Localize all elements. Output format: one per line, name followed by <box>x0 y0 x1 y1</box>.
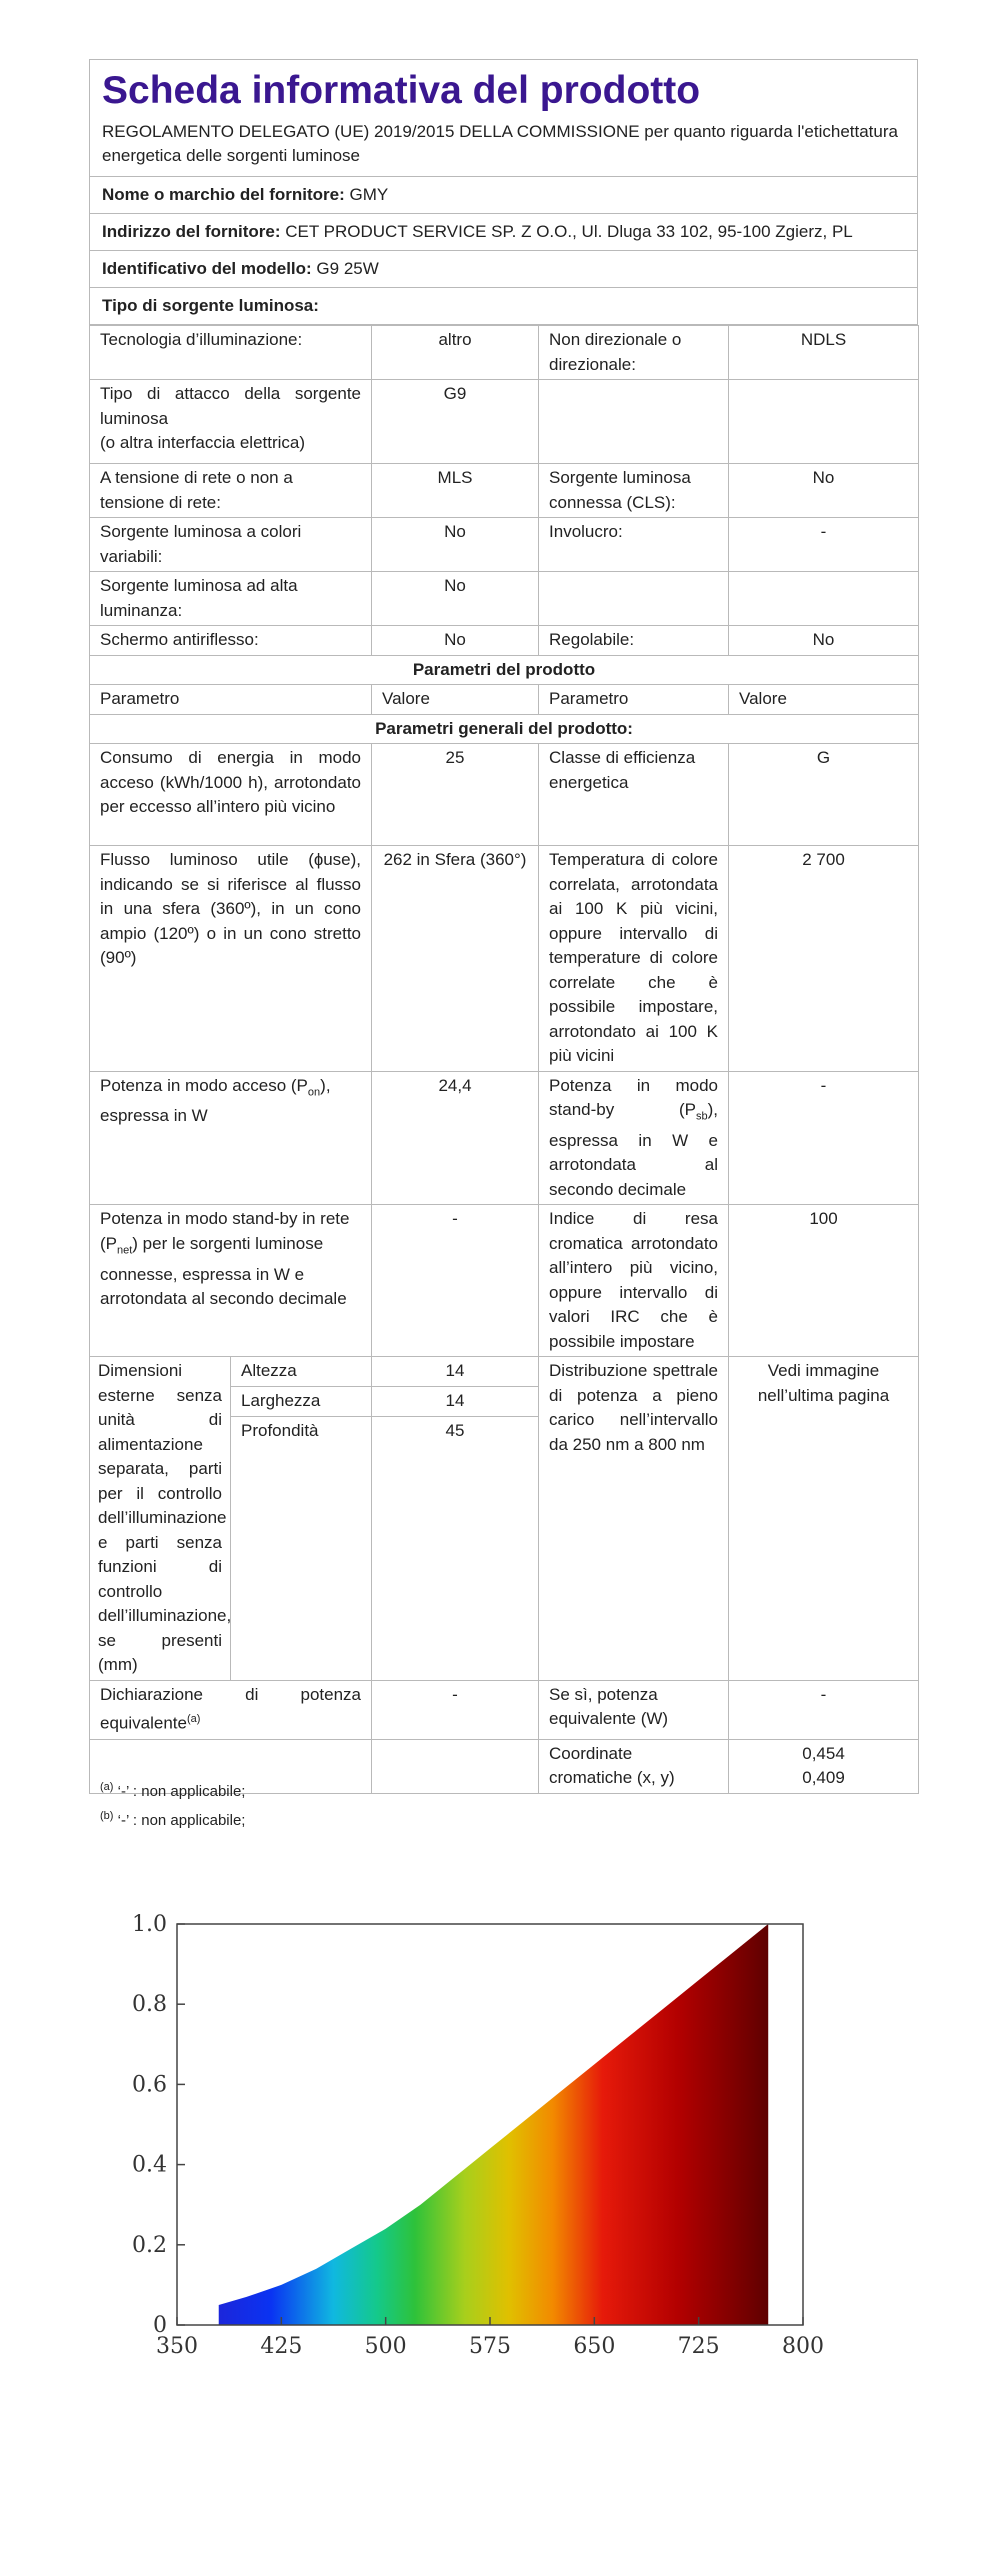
supplier-address-label: Indirizzo del fornitore: <box>102 222 281 241</box>
colour-tunable-label: Sorgente luminosa a colori variabili: <box>90 518 372 572</box>
standby-label <box>539 1071 729 1205</box>
cap-type-label <box>90 380 372 464</box>
directional-label: Non direzionale o direzionale: <box>539 326 729 380</box>
tech-value: altro <box>372 326 539 380</box>
connected-value: No <box>729 464 919 518</box>
supplier-address-value: CET PRODUCT SERVICE SP. Z O.O., Ul. Dluga 33 102, 95-100 Zgierz, PL <box>285 222 853 241</box>
table-row <box>90 626 919 656</box>
dimmable-value: No <box>729 626 919 656</box>
power-on-value: 24,4 <box>372 1071 539 1205</box>
table-row <box>90 572 919 626</box>
cap-type-label-a: Tipo di attacco della sorgente luminosa <box>100 384 362 428</box>
source-type-label: Tipo di sorgente luminosa: <box>102 296 319 315</box>
spectral-distribution-chart <box>120 1910 880 2375</box>
table-row <box>90 1357 919 1387</box>
power-on-label <box>90 1071 372 1205</box>
standby-label-b: ), espressa in W e arrotondata al secondo decimale <box>549 1100 719 1199</box>
equivalent-power-label: Se sì, potenza equivalente (W) <box>539 1680 729 1739</box>
chromaticity-x: 0,454 <box>802 1743 845 1763</box>
general-params-title: Parametri generali del prodotto: <box>90 714 919 744</box>
supplier-name-row <box>90 177 917 214</box>
footnote-a-text: ‘-’ : non applicabile; <box>117 1783 246 1800</box>
equivalent-power-value: - <box>729 1680 919 1739</box>
x-tick-label: 500 <box>364 2334 407 2359</box>
cri-value: 100 <box>729 1205 919 1357</box>
x-tick-label: 650 <box>573 2334 616 2359</box>
model-label: Identificativo del modello: <box>102 259 312 278</box>
dimmable-label: Regolabile: <box>539 626 729 656</box>
footnote-a <box>100 1775 245 1804</box>
spectral-label: Distribuzione spettrale di potenza a pieno carico nell’intervallo da 250 nm a 800 nm <box>539 1357 729 1681</box>
table-row <box>90 1680 919 1739</box>
connected-label: Sorgente luminosa connessa (CLS): <box>539 464 729 518</box>
table-row <box>90 744 919 846</box>
energy-label: Consumo di energia in modo acceso (kWh/1000 h), arrotondato per eccesso all’intero più vicino <box>90 744 372 846</box>
high-luminance-value: No <box>372 572 539 626</box>
cri-label: Indice di resa cromatica arrotondato all’intero più vicino, oppure intervallo di valori IRC che è possibile impostare <box>539 1205 729 1357</box>
height-label: Altezza <box>231 1357 372 1387</box>
standby-sub: sb <box>696 1110 708 1123</box>
efficiency-class-label: Classe di efficienza energetica <box>539 744 729 846</box>
table-row <box>90 380 919 464</box>
anti-glare-value: No <box>372 626 539 656</box>
page-title: Scheda informativa del prodotto <box>102 69 701 112</box>
supplier-name-value: GMY <box>349 185 389 204</box>
chromaticity-value <box>729 1739 919 1793</box>
x-tick-label: 800 <box>782 2334 824 2359</box>
y-tick-label: 1.0 <box>132 1912 167 1937</box>
net-standby-value: - <box>372 1205 539 1357</box>
supplier-address-row <box>90 214 917 251</box>
envelope-label: Involucro: <box>539 518 729 572</box>
mains-value: MLS <box>372 464 539 518</box>
table-row <box>90 846 919 1072</box>
net-standby-label <box>90 1205 372 1357</box>
sheet-header <box>90 60 917 177</box>
equivalent-value: - <box>372 1680 539 1739</box>
supplier-name-label: Nome o marchio del fornitore: <box>102 185 345 204</box>
y-tick-label: 0.8 <box>132 1992 167 2018</box>
empty-cell <box>729 572 919 626</box>
energy-value: 25 <box>372 744 539 846</box>
col-header-param: Parametro <box>90 685 372 715</box>
power-on-label-a: Potenza in modo acceso (P <box>100 1075 308 1095</box>
params-section-title: Parametri del prodotto <box>90 655 919 685</box>
col-header-value: Valore <box>729 685 919 715</box>
empty-cell <box>539 572 729 626</box>
col-header-param: Parametro <box>539 685 729 715</box>
net-standby-label-a: Potenza in modo stand-by in rete (P <box>100 1209 350 1253</box>
empty-cell <box>729 380 919 464</box>
table-row <box>90 714 919 744</box>
x-tick-label: 425 <box>260 2334 303 2359</box>
model-row <box>90 251 917 288</box>
footnotes <box>100 1775 245 1833</box>
y-tick-label: 0.4 <box>132 2152 167 2178</box>
power-on-label-b: ), espressa in W <box>100 1075 331 1126</box>
directional-value: NDLS <box>729 326 919 380</box>
table-row <box>90 1205 919 1357</box>
col-header-value: Valore <box>372 685 539 715</box>
table-header-row <box>90 685 919 715</box>
table-row <box>90 518 919 572</box>
x-tick-label: 725 <box>677 2334 720 2359</box>
efficiency-class-value: G <box>729 744 919 846</box>
cct-value: 2 700 <box>729 846 919 1072</box>
product-table <box>89 325 919 1794</box>
empty-cell <box>539 380 729 464</box>
model-value: G9 25W <box>316 259 379 278</box>
regulation-subtitle: REGOLAMENTO DELEGATO (UE) 2019/2015 DELLA COMMISSIONE per quanto riguarda l'etichettatura energetica delle sorgenti luminose <box>102 122 898 165</box>
empty-cell <box>372 1739 539 1793</box>
height-value: 14 <box>372 1357 539 1387</box>
y-tick-label: 0.2 <box>132 2232 167 2258</box>
product-sheet <box>89 59 918 1794</box>
width-value: 14 <box>372 1387 539 1417</box>
power-on-sub: on <box>307 1085 321 1098</box>
high-luminance-label: Sorgente luminosa ad alta luminanza: <box>90 572 372 626</box>
x-tick-label: 575 <box>469 2334 511 2359</box>
equivalent-footnote-mark: (a) <box>186 1713 201 1726</box>
depth-label: Profondità <box>231 1416 372 1680</box>
standby-value: - <box>729 1071 919 1205</box>
dimensions-label: Dimensioni esterne senza unità di alimentazione separata, parti per il controllo dell’illuminazione e parti senza funzioni di controllo dell’illuminazione, se presenti (mm) <box>90 1357 231 1681</box>
table-row <box>90 464 919 518</box>
anti-glare-label: Schermo antiriflesso: <box>90 626 372 656</box>
envelope-value: - <box>729 518 919 572</box>
table-row <box>90 1071 919 1205</box>
depth-value: 45 <box>372 1416 539 1680</box>
source-type-row <box>90 288 917 325</box>
spectral-value: Vedi immagine nell’ultima pagina <box>729 1357 919 1681</box>
footnote-b-mark: (b) <box>100 1810 114 1822</box>
y-tick-label: 0 <box>153 2313 167 2338</box>
chart-marks <box>132 1912 824 2359</box>
equivalent-label-text: Dichiarazione di potenza equivalente <box>100 1684 362 1734</box>
flux-label: Flusso luminoso utile (ɸuse), indicando se si riferisce al flusso in una sfera (360º), in un cono ampio (120º) o in un cono stretto (90º) <box>90 846 372 1072</box>
width-label: Larghezza <box>231 1387 372 1417</box>
chromaticity-label: Coordinate cromatiche (x, y) <box>539 1739 729 1793</box>
sheet-box <box>89 59 918 325</box>
spectrum-area <box>219 1924 768 2325</box>
footnote-b <box>100 1804 245 1833</box>
cct-label: Temperatura di colore correlata, arrotondata ai 100 K più vicini, oppure intervallo di temperature di colore correlate che è possibile impostare, arrotondato ai 100 K più vicini <box>539 846 729 1072</box>
equivalent-label <box>90 1680 372 1739</box>
cap-type-label-b: (o altra interfaccia elettrica) <box>100 433 306 452</box>
x-tick-label: 350 <box>156 2334 198 2359</box>
footnote-b-text: ‘-’ : non applicabile; <box>117 1812 246 1829</box>
mains-label: A tensione di rete o non a tensione di rete: <box>90 464 372 518</box>
table-row <box>90 655 919 685</box>
footnote-a-mark: (a) <box>100 1781 114 1793</box>
y-tick-label: 0.6 <box>132 2072 167 2098</box>
colour-tunable-value: No <box>372 518 539 572</box>
tech-label: Tecnologia d’illuminazione: <box>90 326 372 380</box>
standby-label-a: Potenza in modo stand-by (P <box>549 1075 719 1119</box>
flux-value: 262 in Sfera (360°) <box>372 846 539 1072</box>
table-row <box>90 326 919 380</box>
net-standby-sub: net <box>117 1244 133 1257</box>
net-standby-label-b: ) per le sorgenti luminose connesse, espressa in W e arrotondata al secondo decimale <box>100 1233 347 1309</box>
chromaticity-y: 0,409 <box>802 1768 845 1788</box>
cap-type-value: G9 <box>372 380 539 464</box>
spectral-chart-svg <box>120 1910 880 2370</box>
